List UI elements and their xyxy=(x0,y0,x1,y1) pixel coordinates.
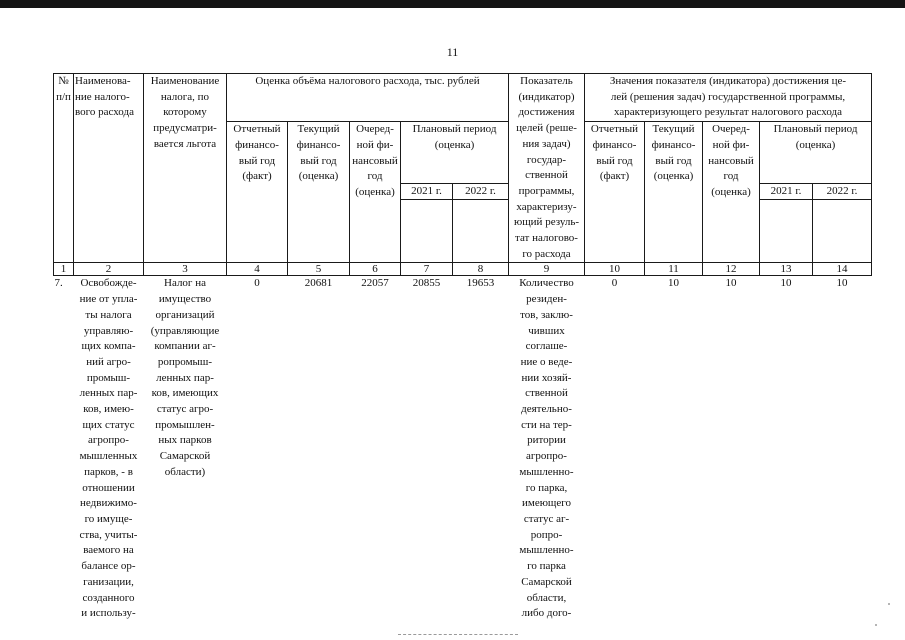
row-val-2022: 10 xyxy=(836,277,848,290)
header-no: № п/п xyxy=(54,74,74,263)
header-filler xyxy=(401,200,453,263)
header-val-2021: 2021 г. xyxy=(760,183,813,200)
column-number: 7 xyxy=(401,263,453,276)
row-number: 7. xyxy=(54,277,63,290)
column-number: 13 xyxy=(760,263,813,276)
row-val-next: 10 xyxy=(725,277,737,290)
header-est-2021: 2021 г. xyxy=(401,183,453,200)
header-val-current: Текущий финансо- вый год (оценка) xyxy=(645,122,703,263)
row-est-2021: 20855 xyxy=(412,277,441,290)
column-number: 1 xyxy=(54,263,74,276)
row-est-current: 20681 xyxy=(304,277,333,290)
header-est-next: Очеред- ной фи- нансовый год (оценка) xyxy=(350,122,401,263)
header-val-2022: 2022 г. xyxy=(813,183,872,200)
column-number: 6 xyxy=(350,263,401,276)
row-est-2022: 19653 xyxy=(466,277,495,290)
tax-expenditure-table xyxy=(53,73,872,622)
header-estimate-group: Оценка объёма налогового расхода, тыс. рублей xyxy=(227,74,509,122)
column-number: 14 xyxy=(813,263,872,276)
header-val-planned: Плановый период (оценка) xyxy=(760,122,872,184)
row-est-next: 22057 xyxy=(361,277,389,290)
page-number: 11 xyxy=(446,45,459,59)
column-number: 4 xyxy=(227,263,288,276)
header-filler xyxy=(760,200,813,263)
header-tax-name: Наименование налога, по которому предусматри- вается льгота xyxy=(144,74,227,263)
scan-bottom-line xyxy=(398,634,518,635)
header-values-group: Значения показателя (индикатора) достижения це- лей (решения задач) государственной программы, характеризующего результат налогового расхода xyxy=(585,74,872,122)
scan-top-edge xyxy=(0,0,905,8)
header-est-reported: Отчетный финансо- вый год (факт) xyxy=(227,122,288,263)
header-benefit-name: Наименова- ние налого- вого расхода xyxy=(74,74,144,263)
row-val-current: 10 xyxy=(668,277,679,290)
header-filler xyxy=(813,200,872,263)
header-est-planned: Плановый период (оценка) xyxy=(401,122,509,184)
scan-speck xyxy=(875,624,877,626)
column-number-row xyxy=(54,263,872,276)
column-number: 3 xyxy=(144,263,227,276)
column-number: 9 xyxy=(509,263,585,276)
header-row-1 xyxy=(54,74,872,122)
row-tax-name: Налог на имущество организаций (управляющие компании аг- ропромыш- ленных пар- ков, имеющих статус агро- промышлен- ных парков Самарской области) xyxy=(150,277,220,478)
row-est-reported: 0 xyxy=(254,277,260,290)
row-indicator: Количество резиден- тов, заклю- чивших соглаше- ние о веде- нии хозяй- ственной деятельно- сти на тер- ритории агропро- мышленно- го парка, имеющего статус аг- ропро- мышленно- го парка Самарской области, либо дого- xyxy=(519,277,574,620)
header-est-2022: 2022 г. xyxy=(453,183,509,200)
header-val-reported: Отчетный финансо- вый год (факт) xyxy=(585,122,645,263)
header-est-current: Текущий финансо- вый год (оценка) xyxy=(288,122,350,263)
row-val-reported: 0 xyxy=(611,277,618,290)
table-row xyxy=(54,276,872,622)
column-number: 5 xyxy=(288,263,350,276)
column-number: 11 xyxy=(645,263,703,276)
column-number: 8 xyxy=(453,263,509,276)
header-indicator: Показатель (индикатор) достижения целей (реше- ния задач) государ- ственной программы, характеризу- ющий резуль- тат налогово- го расхода xyxy=(509,74,585,263)
row-val-2021: 10 xyxy=(780,277,792,290)
header-filler xyxy=(453,200,509,263)
row-benefit-name: Освобожде- ние от упла- ты налога управляю- щих компа- ний агро- промыш- ленных пар- ков, имею- щих статус агропро- мышленных парков, - в отношении недвижимо- го имуще- ства, учиты- ваемого на балансе ор- ганизации, созданного и использу- xyxy=(79,277,138,620)
header-val-next: Очеред- ной фи- нансовый год (оценка) xyxy=(703,122,760,263)
column-number: 10 xyxy=(585,263,645,276)
scan-speck xyxy=(888,603,890,605)
column-number: 12 xyxy=(703,263,760,276)
column-number: 2 xyxy=(74,263,144,276)
